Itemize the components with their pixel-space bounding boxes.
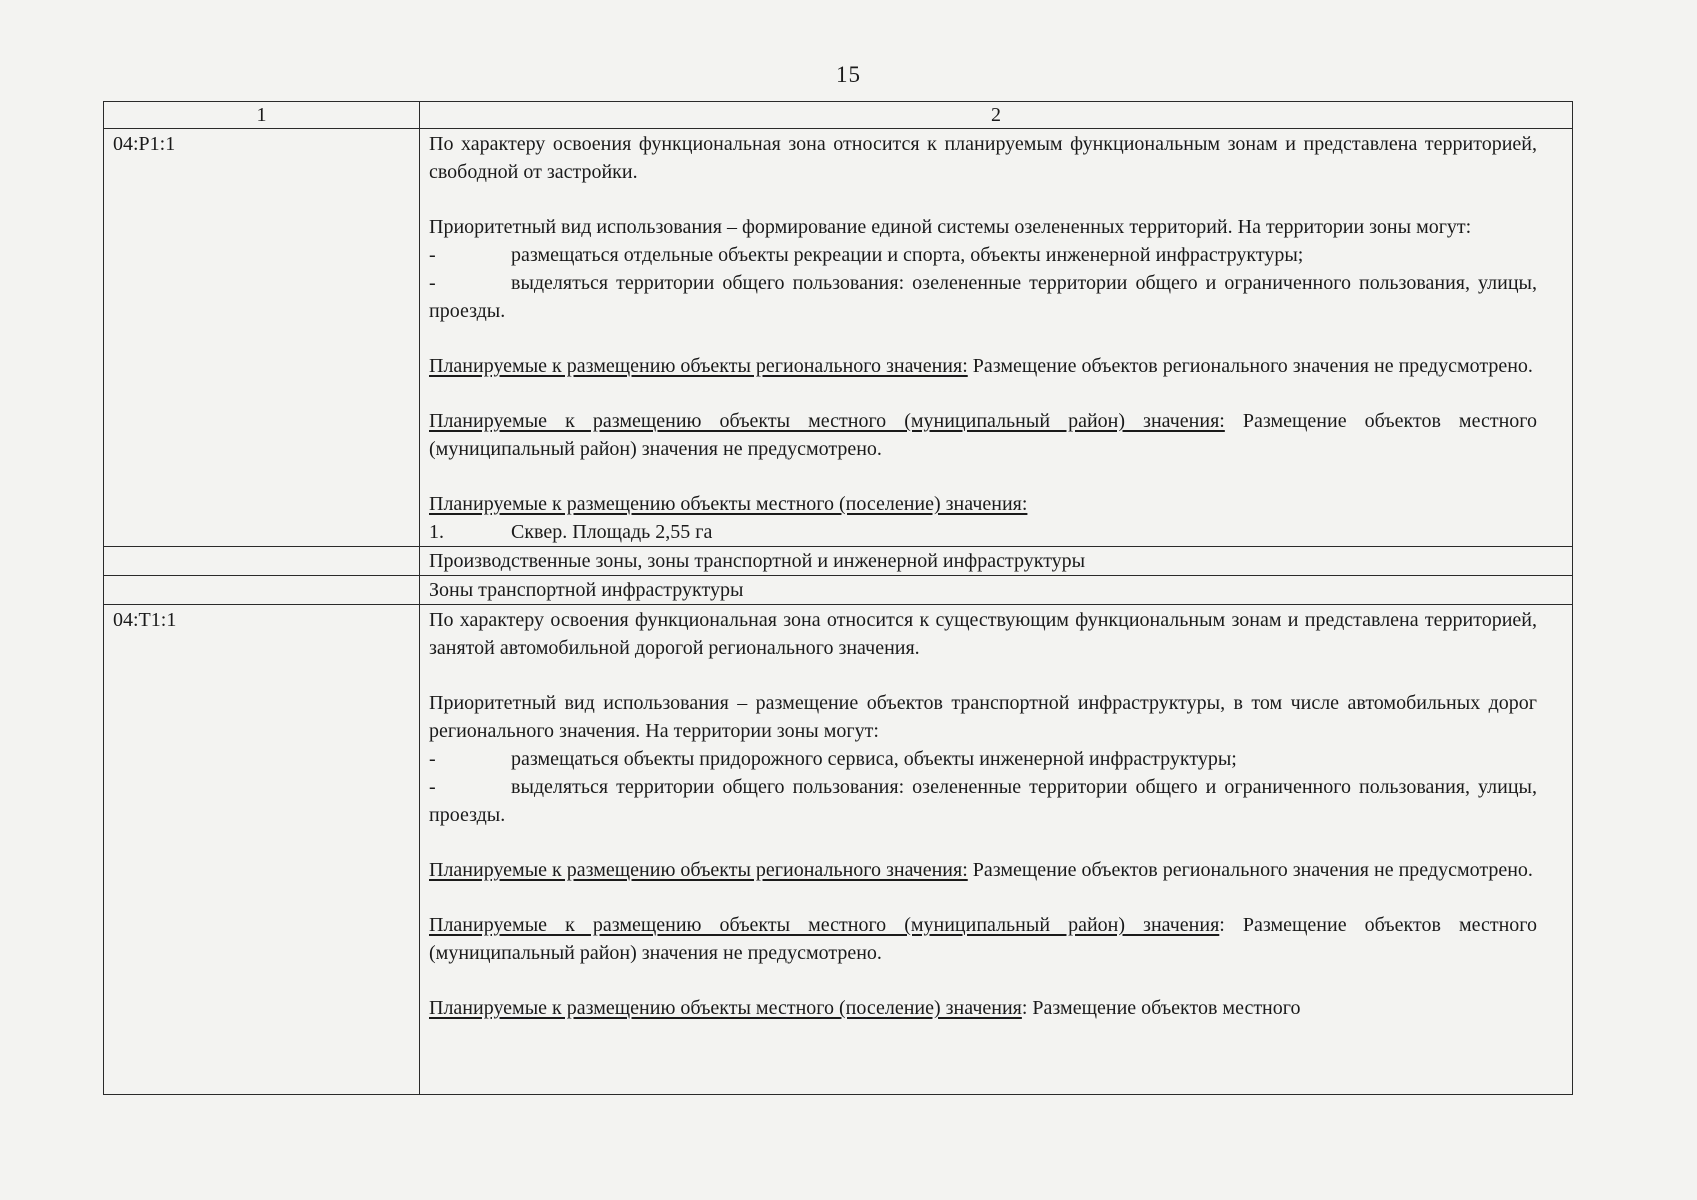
list-item: [429, 241, 1537, 269]
table-header-row: [104, 102, 1573, 129]
list-item-text: выделяться территории общего пользования: озелененные территории общего и ограниченного пользования, улицы, проезды.: [429, 272, 1537, 322]
section-title: Производственные зоны, зоны транспортной и инженерной инфраструктуры: [420, 547, 1573, 576]
zone-paragraph: По характеру освоения функциональная зона относится к планируемым функциональным зонам и представлена территорией, свободной от застройки.: [429, 133, 1537, 183]
zone-description: [420, 605, 1573, 1095]
regional-text: Размещение объектов регионального значения не предусмотрено.: [967, 859, 1533, 881]
list-item: [429, 518, 1537, 546]
settlement-objects: [429, 490, 1537, 518]
list-marker: -: [429, 244, 436, 266]
section-row: [104, 576, 1573, 605]
list-item-text: размещаться объекты придорожного сервиса, объекты инженерной инфраструктуры;: [511, 748, 1237, 770]
district-text: Размещение объектов местного (муниципальный район) значения не предусмотрено.: [429, 410, 1537, 460]
settlement-label: Планируемые к размещению объекты местного (поселение) значения:: [429, 493, 1028, 515]
regional-label: Планируемые к размещению объекты регионального значения:: [429, 355, 968, 377]
list-item: [429, 745, 1537, 773]
list-item: [429, 773, 1537, 829]
list-item-text: размещаться отдельные объекты рекреации и спорта, объекты инженерной инфраструктуры;: [511, 244, 1304, 266]
district-label: Планируемые к размещению объекты местного (муниципальный район) значения:: [429, 410, 1225, 432]
settlement-text: : Размещение объектов местного: [1021, 997, 1301, 1019]
list-marker: -: [429, 776, 436, 798]
regional-text: Размещение объектов регионального значения не предусмотрено.: [967, 355, 1533, 377]
zone-code: 04:P1:1: [104, 129, 420, 547]
regional-label: Планируемые к размещению объекты регионального значения:: [429, 859, 968, 881]
list-marker: -: [429, 748, 436, 770]
district-objects: [429, 911, 1537, 967]
table-row: [104, 129, 1573, 547]
district-objects: [429, 407, 1537, 463]
settlement-label: Планируемые к размещению объекты местного (поселение) значения: [429, 997, 1022, 1019]
regional-objects: [429, 856, 1537, 884]
zone-paragraph: Приоритетный вид использования – размещение объектов транспортной инфраструктуры, в том числе автомобильных дорог регионального значения. На территории зоны могут:: [429, 692, 1537, 742]
table-row: [104, 605, 1573, 1095]
district-text: : Размещение объектов местного (муниципальный район) значения не предусмотрено.: [429, 914, 1537, 964]
list-item: [429, 269, 1537, 325]
district-label: Планируемые к размещению объекты местного (муниципальный район) значения: [429, 914, 1220, 936]
section-row: [104, 547, 1573, 576]
list-number: 1.: [429, 521, 444, 543]
page-number: 15: [836, 62, 861, 87]
header-col-1: 1: [104, 102, 420, 129]
list-item-text: выделяться территории общего пользования: озелененные территории общего и ограниченного пользования, улицы, проезды.: [429, 776, 1537, 826]
zone-code: 04:T1:1: [104, 605, 420, 1095]
zones-table: [103, 101, 1573, 1095]
zone-paragraph: Приоритетный вид использования – формирование единой системы озелененных территорий. На территории зоны могут:: [429, 216, 1472, 238]
list-marker: -: [429, 272, 436, 294]
section-title: Зоны транспортной инфраструктуры: [420, 576, 1573, 605]
settlement-objects: [429, 994, 1537, 1022]
zone-paragraph: По характеру освоения функциональная зона относится к существующим функциональным зонам и представлена территорией, занятой автомобильной дорогой регионального значения.: [429, 609, 1537, 659]
regional-objects: [429, 352, 1537, 380]
header-col-2: 2: [420, 102, 1573, 129]
list-item-text: Сквер. Площадь 2,55 га: [511, 521, 713, 543]
zone-description: [420, 129, 1573, 547]
